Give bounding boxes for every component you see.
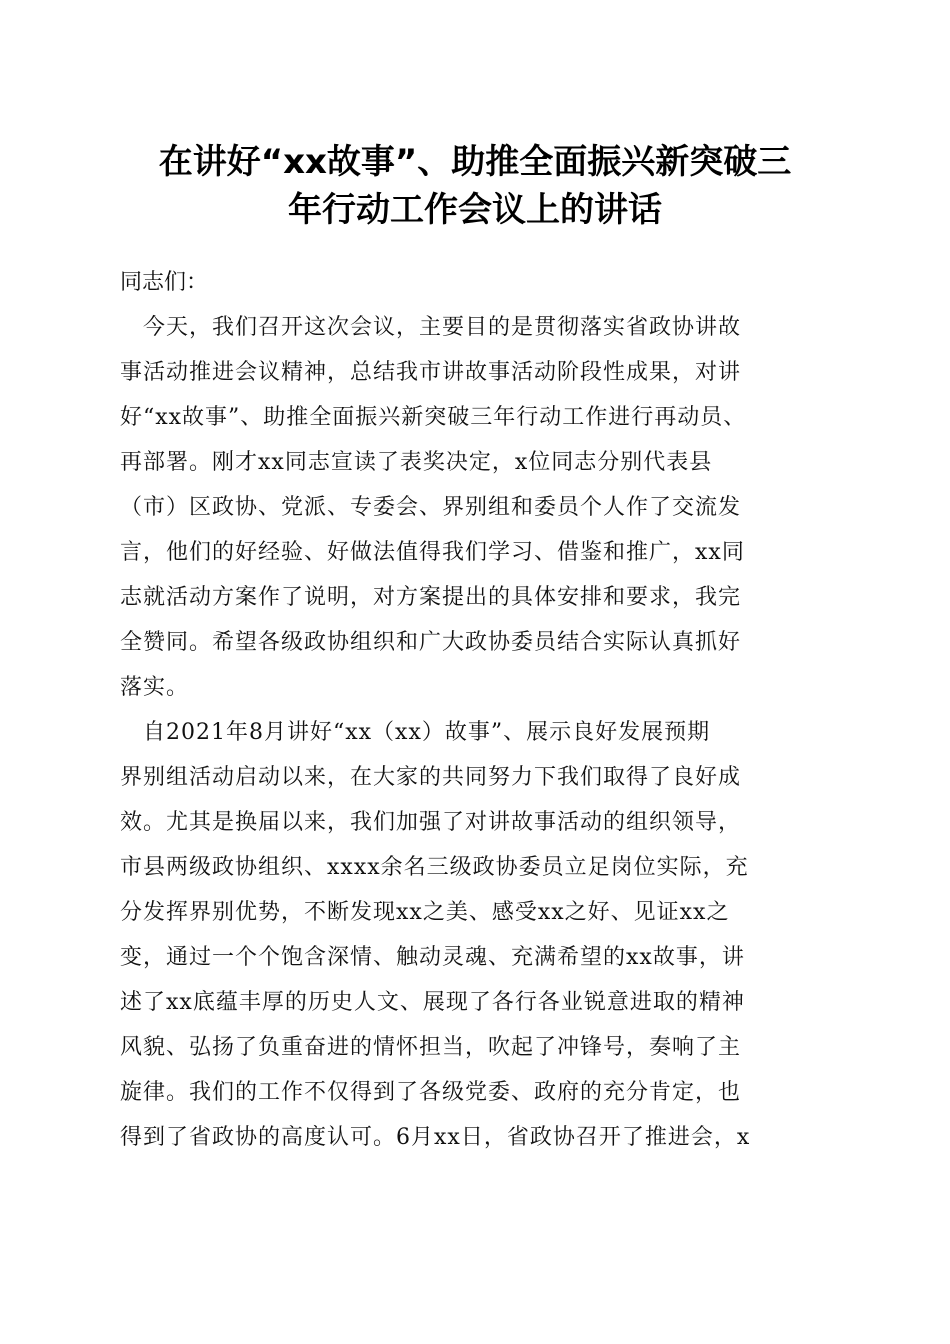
- title-line-2: 年行动工作会议上的讲话: [288, 190, 662, 230]
- paragraph-line: 言，他们的好经验、好做法值得我们学习、借鉴和推广，xx同: [120, 540, 745, 565]
- paragraph-line: 志就活动方案作了说明，对方案提出的具体安排和要求，我完: [120, 585, 742, 610]
- paragraph-line: 界别组活动启动以来，在大家的共同努力下我们取得了良好成: [120, 765, 742, 790]
- paragraph-1: [120, 305, 835, 710]
- paragraph-line: 事活动推进会议精神，总结我市讲故事活动阶段性成果，对讲: [120, 360, 742, 385]
- paragraph-line: 自2021年8月讲好“xx（xx）故事”、展示良好发展预期: [120, 720, 711, 745]
- paragraph-line: 全赞同。希望各级政协组织和广大政协委员结合实际认真抓好: [120, 630, 742, 655]
- paragraph-2: [120, 710, 835, 1160]
- paragraph-line: （市）区政协、党派、专委会、界别组和委员个人作了交流发: [120, 495, 742, 520]
- paragraph-line: 再部署。刚才xx同志宣读了表奖决定，x位同志分别代表县: [120, 450, 713, 475]
- paragraph-line: 得到了省政协的高度认可。6月xx日，省政协召开了推进会，x: [120, 1125, 751, 1150]
- salutation: 同志们：: [120, 270, 209, 295]
- paragraph-line: 今天，我们召开这次会议，主要目的是贯彻落实省政协讲故: [120, 315, 742, 340]
- paragraph-line: 分发挥界别优势，不断发现xx之美、感受xx之好、见证xx之: [120, 900, 730, 925]
- paragraph-line: 市县两级政协组织、xxxx余名三级政协委员立足岗位实际，充: [120, 855, 749, 880]
- paragraph-line: 旋律。我们的工作不仅得到了各级党委、政府的充分肯定，也: [120, 1080, 742, 1105]
- paragraph-line: 述了xx底蕴丰厚的历史人文、展现了各行各业锐意进取的精神: [120, 990, 745, 1015]
- document-title: [100, 138, 850, 234]
- paragraph-line: 效。尤其是换届以来，我们加强了对讲故事活动的组织领导，: [120, 810, 742, 835]
- paragraph-line: 风貌、弘扬了负重奋进的情怀担当，吹起了冲锋号，奏响了主: [120, 1035, 742, 1060]
- title-line-1: 在讲好“xx故事”、助推全面振兴新突破三: [158, 142, 792, 182]
- paragraph-line: 落实。: [120, 675, 190, 700]
- paragraph-line: 好“xx故事”、助推全面振兴新突破三年行动工作进行再动员、: [120, 405, 747, 430]
- document-body: [120, 260, 835, 1160]
- paragraph-line: 变，通过一个个饱含深情、触动灵魂、充满希望的xx故事，讲: [120, 945, 745, 970]
